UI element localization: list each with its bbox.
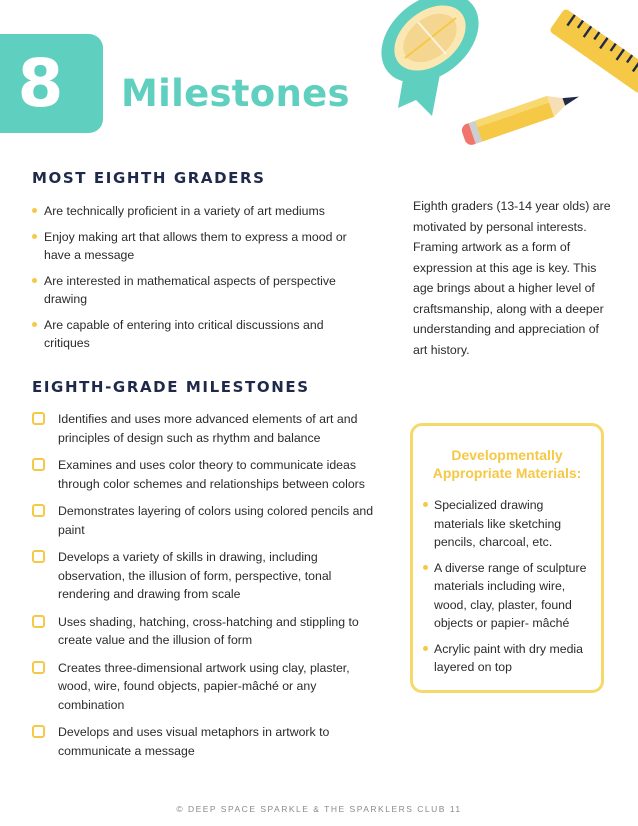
- list-item: Acrylic paint with dry media layered on top: [423, 640, 593, 677]
- checkbox-icon[interactable]: [32, 550, 45, 563]
- checklist-item: Develops a variety of skills in drawing, including observation, the illusion of form, perspective, tonal rendering and drawing from scale: [32, 548, 382, 604]
- list-item: Specialized drawing materials like sketching pencils, charcoal, etc.: [423, 496, 593, 552]
- bullet-icon: [32, 322, 37, 327]
- checkbox-icon[interactable]: [32, 412, 45, 425]
- section-heading-most-eighth-graders: MOST EIGHTH GRADERS: [32, 169, 266, 187]
- list-item: Are capable of entering into critical discussions and critiques: [32, 316, 372, 352]
- materials-list: [413, 496, 601, 677]
- checklist-item: Demonstrates layering of colors using colored pencils and paint: [32, 502, 382, 539]
- tape-roll-icon: [364, 0, 496, 116]
- bullet-icon: [32, 278, 37, 283]
- bullet-icon: [32, 234, 37, 239]
- bullet-icon: [423, 502, 428, 507]
- pencil-icon: [460, 86, 583, 147]
- list-item: Enjoy making art that allows them to express a mood or have a message: [32, 228, 372, 264]
- checklist-item: Uses shading, hatching, cross-hatching and stippling to create value and the illusion of form: [32, 613, 382, 650]
- section-heading-milestones: EIGHTH-GRADE MILESTONES: [32, 378, 310, 396]
- checkbox-icon[interactable]: [32, 458, 45, 471]
- checkbox-icon[interactable]: [32, 725, 45, 738]
- eighth-graders-list: [32, 202, 372, 360]
- bullet-icon: [32, 208, 37, 213]
- bullet-icon: [423, 646, 428, 651]
- materials-box: [410, 423, 604, 693]
- checklist-item: Identifies and uses more advanced elements of art and principles of design such as rhythm and balance: [32, 410, 382, 447]
- ruler-icon: [549, 8, 638, 94]
- list-item: Are technically proficient in a variety of art mediums: [32, 202, 372, 220]
- bullet-icon: [423, 565, 428, 570]
- checklist-item: Examines and uses color theory to communicate ideas through color schemes and relationships between colors: [32, 456, 382, 493]
- grade-number: 8: [17, 44, 64, 122]
- checkbox-icon[interactable]: [32, 615, 45, 628]
- checklist-item: Develops and uses visual metaphors in artwork to communicate a message: [32, 723, 382, 760]
- checklist-item: Creates three-dimensional artwork using clay, plaster, wood, wire, found objects, papier-mâché or any combination: [32, 659, 382, 715]
- page-footer: © DEEP SPACE SPARKLE & THE SPARKLERS CLUB 11: [176, 804, 462, 814]
- checkbox-icon[interactable]: [32, 661, 45, 674]
- list-item: Are interested in mathematical aspects of perspective drawing: [32, 272, 372, 308]
- list-item: A diverse range of sculpture materials including wire, wood, clay, plaster, found objects or papier- mâché: [423, 559, 593, 633]
- page-title: Milestones: [121, 72, 350, 115]
- header-illustration: [360, 0, 638, 150]
- materials-title: Developmentally Appropriate Materials:: [432, 447, 582, 481]
- intro-paragraph: Eighth graders (13-14 year olds) are motivated by personal interests. Framing artwork as a form of expression at this age is key. This age brings about a higher level of craftsmanship, along with a deeper understanding and appreciation of art history.: [413, 199, 611, 357]
- grade-badge: [0, 34, 103, 133]
- milestones-checklist: [32, 410, 382, 769]
- checkbox-icon[interactable]: [32, 504, 45, 517]
